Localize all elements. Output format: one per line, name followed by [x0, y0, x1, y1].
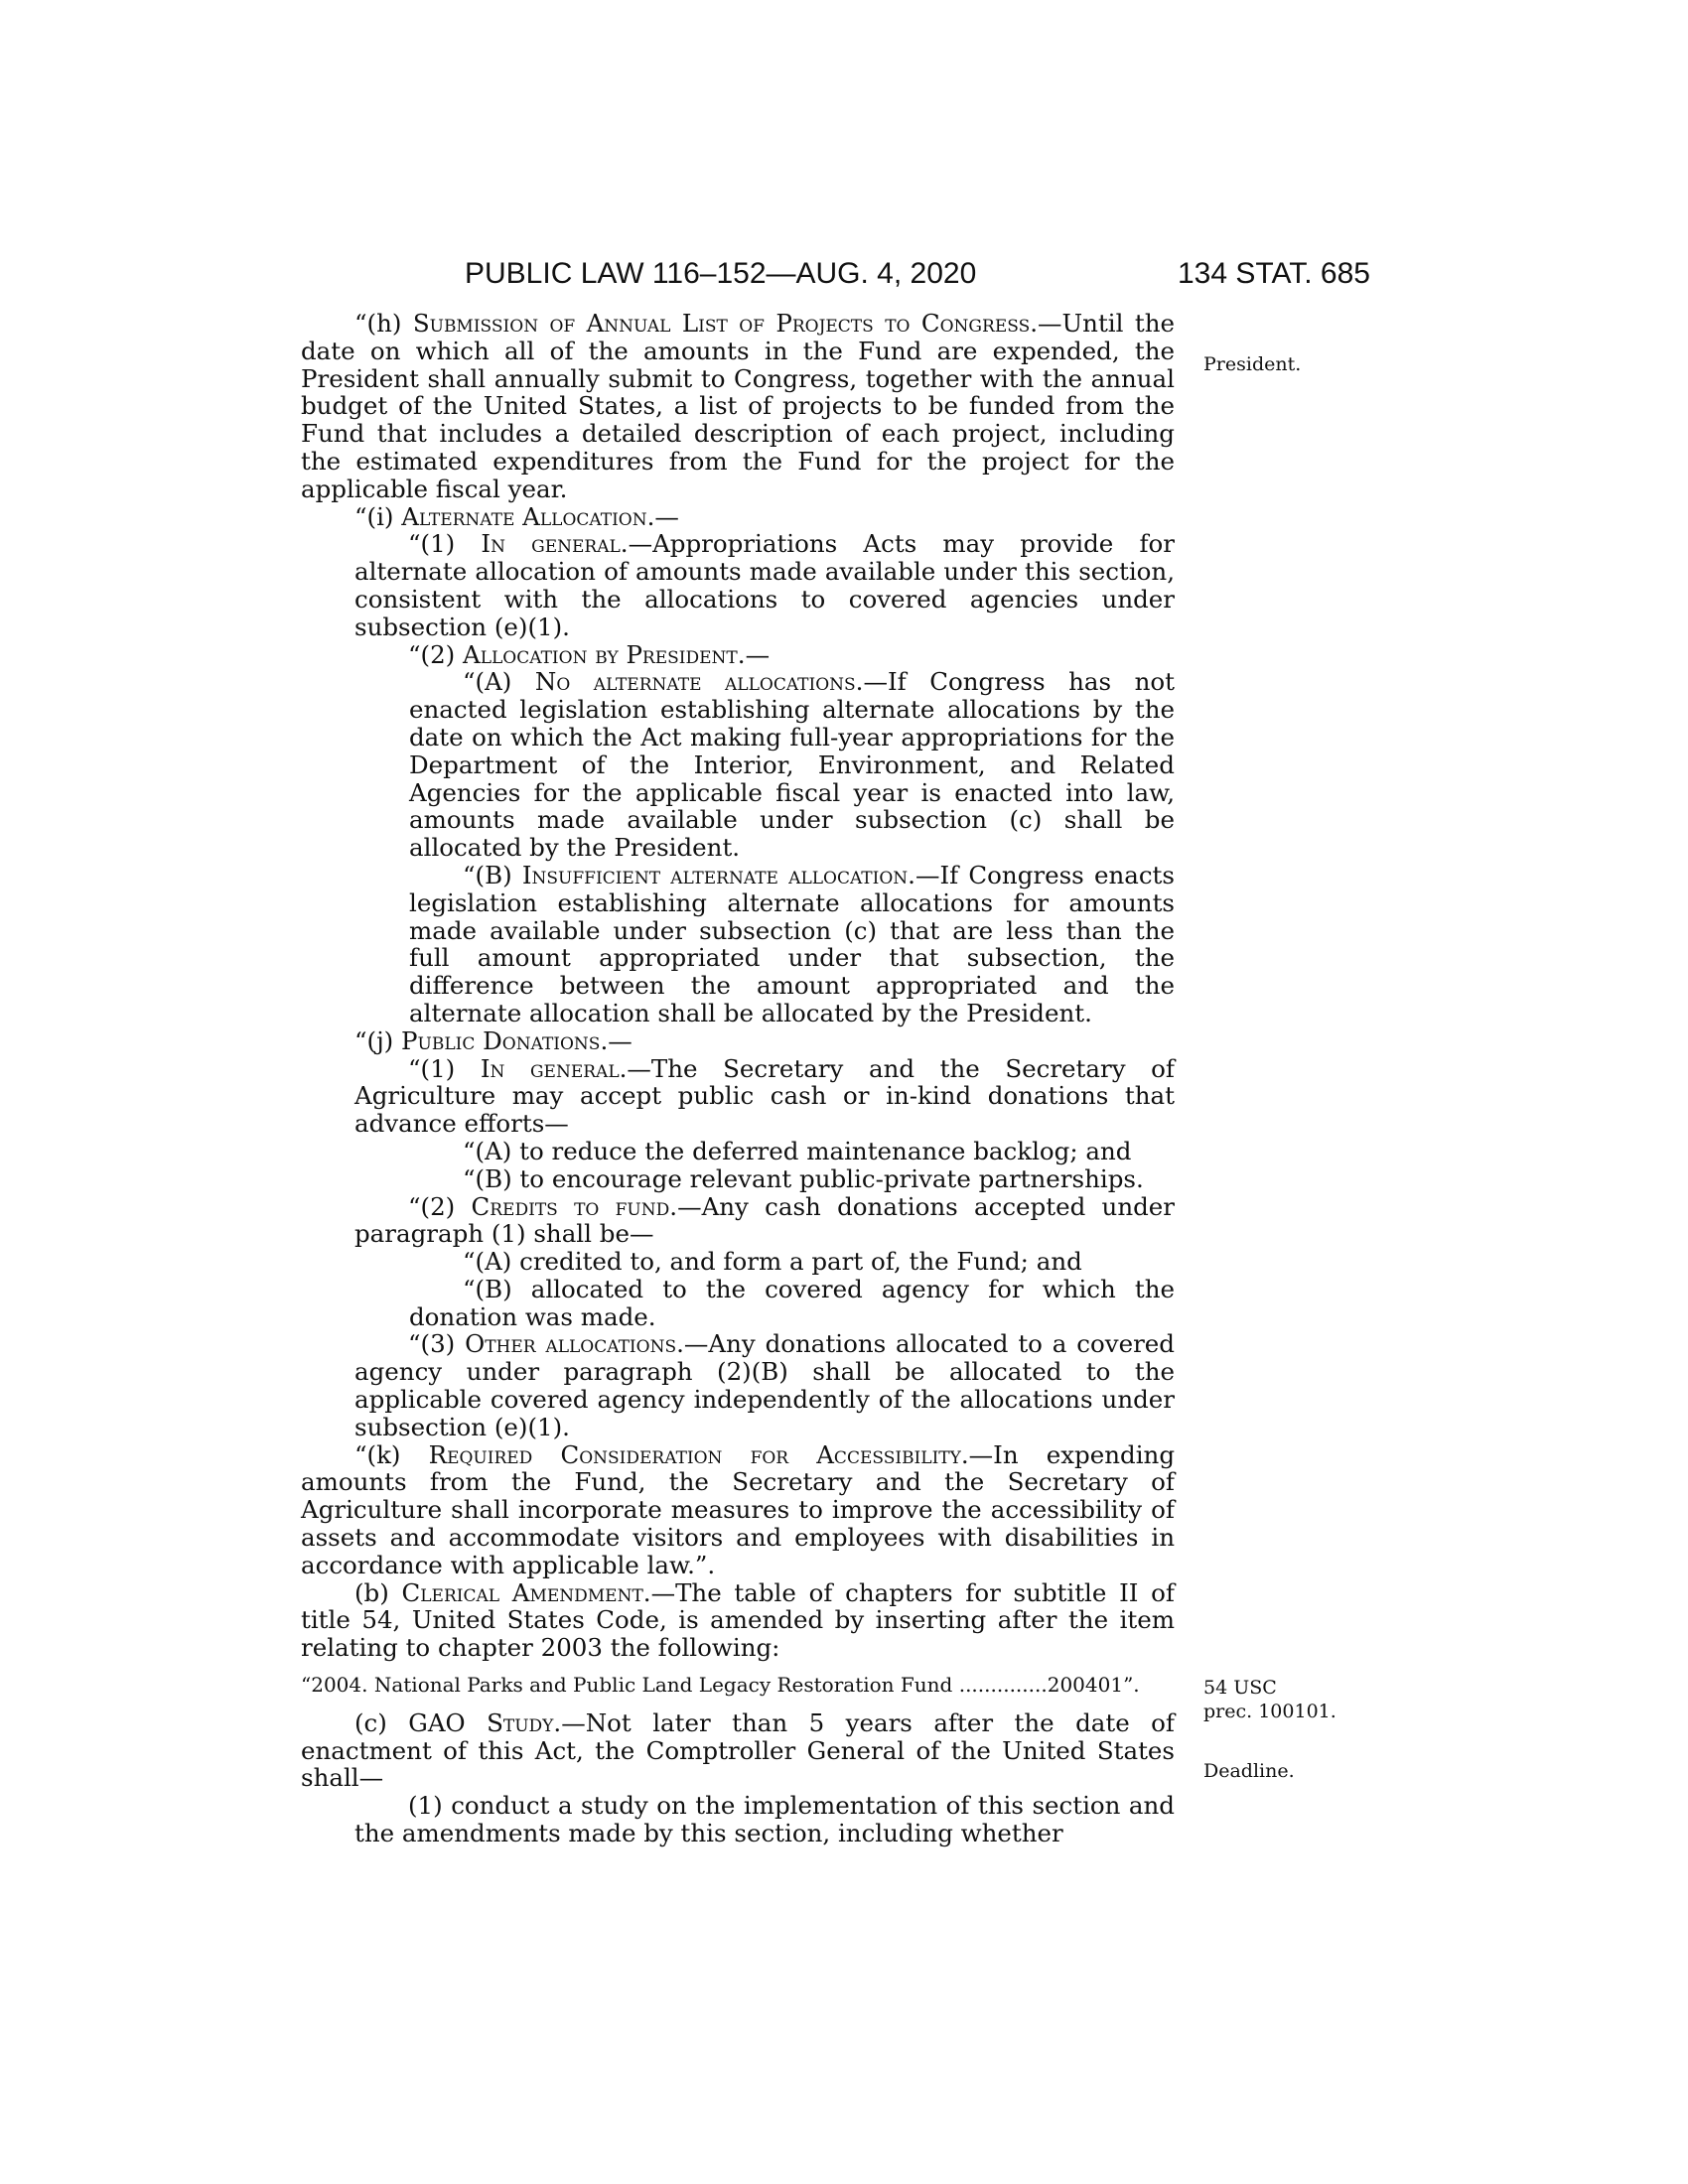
header-title: PUBLIC LAW 116–152—AUG. 4, 2020	[465, 257, 977, 290]
subparagraph-j-2-b: “(B) allocated to the covered agency for which the donation was made.	[409, 1274, 1175, 1331]
subparagraph-j-2-a: “(A) credited to, and form a part of, the Fund; and	[463, 1247, 1082, 1277]
subparagraph-i-2-b: “(B) Insufficient alternate allocation.—If Congress enacts legislation establishing alternate allocations for amounts made available under subsection (c) that are less than the full amount appropriated under that subsection, the difference between the amount appropriated and the alternate allocation shall be allocated by the President.	[409, 860, 1175, 1027]
margin-note-usc-prec: prec. 100101.	[1203, 1701, 1336, 1722]
paragraph-j-2: “(2) Credits to fund.—Any cash donations accepted under paragraph (1) shall be—	[354, 1191, 1175, 1249]
table-of-chapters-entry: “2004. National Parks and Public Land Legacy Restoration Fund ..............200401”.	[301, 1673, 1140, 1698]
header-stat-page: 134 STAT. 685	[1177, 257, 1370, 290]
subparagraph-j-1-a: “(A) to reduce the deferred maintenance backlog; and	[463, 1136, 1132, 1165]
subsection-i: “(i) Alternate Allocation.—	[354, 501, 679, 531]
statute-body	[301, 310, 1175, 1847]
running-header	[298, 254, 1370, 294]
subsection-h: “(h) Submission of Annual List of Projects to Congress.—Until the date on which all of the amounts in the Fund are expended, the President shall annually submit to Congress, together with the annual budget of the United States, a list of projects to be funded from the Fund that includes a detailed description of each project, including the estimated expenditures from the Fund for the project for the applicable fiscal year.	[301, 309, 1175, 503]
paragraph-j-3: “(3) Other allocations.—Any donations allocated to a covered agency under paragraph (2)(B) shall be allocated to the applicable covered agency independently of the allocations under subsection (e)(1).	[354, 1329, 1175, 1441]
margin-note-deadline: Deadline.	[1203, 1760, 1295, 1782]
subparagraph-i-2-a: “(A) No alternate allocations.—If Congress has not enacted legislation establishing alternate allocations by the date on which the Act making full-year appropriations for the Department of the Interior, Environment, and Related Agencies for the applicable fiscal year is enacted into law, amounts made available under subsection (c) shall be allocated by the President.	[409, 667, 1175, 863]
paragraph-j-1: “(1) In general.—The Secretary and the Secretary of Agriculture may accept public cash or in-kind donations that advance efforts—	[354, 1053, 1175, 1139]
paragraph-i-1: “(1) In general.—Appropriations Acts may provide for alternate allocation of amounts made available under this section, consistent with the allocations to covered agencies under subsection (e)(1).	[354, 529, 1175, 641]
subsection-j: “(j) Public Donations.—	[354, 1025, 633, 1055]
section-c-gao-study: (c) GAO Study.—Not later than 5 years after the date of enactment of this Act, the Comptroller General of the United States shall—	[301, 1707, 1175, 1793]
margin-note-usc: 54 USC	[1203, 1677, 1277, 1699]
subsection-k: “(k) Required Consideration for Accessibility.—In expending amounts from the Fund, the Secretary and the Secretary of Agriculture shall incorporate measures to improve the accessibility of assets and accommodate visitors and employees with disabilities in accordance with applicable law.”.	[301, 1439, 1175, 1579]
subparagraph-j-1-b: “(B) to encourage relevant public-private partnerships.	[463, 1163, 1144, 1193]
margin-note-president: President.	[1203, 353, 1302, 375]
paragraph-i-2: “(2) Allocation by President.—	[408, 639, 771, 669]
section-b-clerical-amendment: (b) Clerical Amendment.—The table of chapters for subtitle II of title 54, United States Code, is amended by inserting after the item relating to chapter 2003 the following:	[301, 1577, 1175, 1663]
paragraph-c-1: (1) conduct a study on the implementation of this section and the amendments made by this section, including whether	[354, 1791, 1175, 1848]
